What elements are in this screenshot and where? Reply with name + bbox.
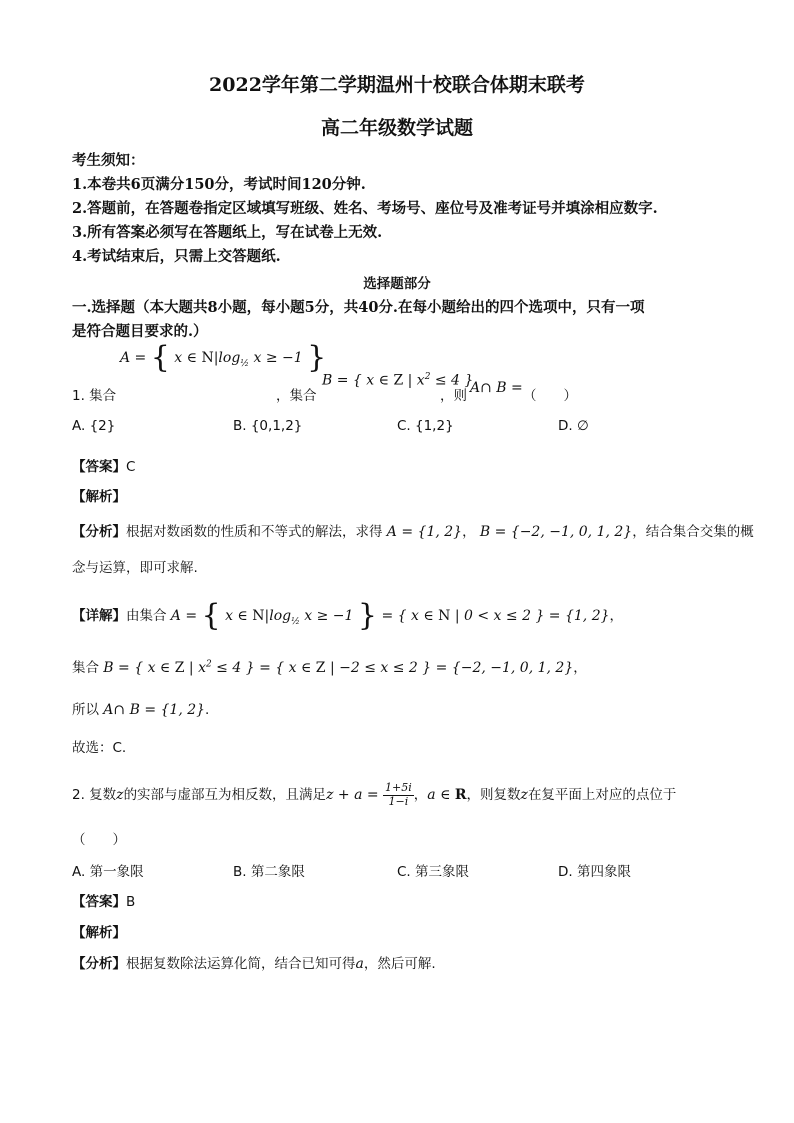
q1-detail-expr2: B = { x ∈ Z | $x^2 \le 4$ } = { x ∈ Z | −2 ≤ x ≤ 2 } = {−2, −1, 0, 1, 2} xyxy=(103,659,574,676)
detail-tag: 【详解】 xyxy=(72,608,126,624)
q1-fenxi-text: 根据对数函数的性质和不等式的解法，求得 xyxy=(126,524,383,540)
q2-option-b: B. 第二象限 xyxy=(233,864,305,880)
q2-equation: z + a = $\frac{1+5i}{1-i}$ xyxy=(326,781,412,808)
q2-fenxi-var: a xyxy=(355,956,364,972)
q1-answer-line xyxy=(72,455,135,475)
q1-fenxi-set-a: A = {1, 2} xyxy=(386,524,463,540)
q1-mid: ，集合 xyxy=(276,388,317,404)
notice-item-3: 3.所有答案必须写在答题纸上，写在试卷上无效. xyxy=(72,224,383,241)
q1-fenxi-line2: 念与运算，即可求解. xyxy=(72,560,198,576)
notice-item-4: 4.考试结束后，只需上交答题纸. xyxy=(72,248,281,265)
q1-prefix: 1. 集合 xyxy=(72,388,117,404)
answer-tag: 【答案】 xyxy=(72,894,126,910)
notice-heading: 考生须知： xyxy=(72,152,145,169)
section-intro-line1: 一.选择题（本大题共8小题，每小题5分，共40分.在每小题给出的四个选项中，只有一项 xyxy=(72,299,645,316)
notice-item-2: 2.答题前，在答题卷指定区域填写班级、姓名、考场号、座位号及准考证号并填涂相应数字. xyxy=(72,200,658,217)
q2-a-real: a ∈ R xyxy=(427,787,467,804)
q2-text1: 的实部与虚部互为相反数，且满足 xyxy=(123,787,327,804)
q1-paren: （ ） xyxy=(523,388,577,404)
q2-option-c: C. 第三象限 xyxy=(397,864,470,880)
q1-option-a: A. {2} xyxy=(72,418,116,434)
q2-fenxi-end: ，然后可解. xyxy=(363,956,436,972)
q2-paren: （ ） xyxy=(72,832,126,848)
q2-answer: B xyxy=(126,894,136,910)
q1-set-a: A = { x ∈ $N|\log_{\frac{1}{2}}$ x ≥ −1 } xyxy=(120,340,327,375)
q1-detail-text: 由集合 xyxy=(126,608,167,624)
q2-fenxi-text: 根据复数除法运算化简，结合已知可得 xyxy=(126,956,356,972)
section-title: 选择题部分 xyxy=(363,276,431,292)
section-intro-line2: 是符合题目要求的.） xyxy=(72,323,208,340)
q1-detail-expr3: A∩ B = {1, 2} xyxy=(103,702,206,718)
q2-text3: ，则复数 xyxy=(466,787,521,804)
q1-line3-prefix: 所以 xyxy=(72,702,99,718)
q1-option-b: B. {0,1,2} xyxy=(233,418,303,434)
q1-analysis-tag: 【解析】 xyxy=(72,489,126,505)
q1-fenxi-set-b: B = {−2, −1, 0, 1, 2} xyxy=(479,524,633,540)
q1-fenxi-text2: ，结合集合交集的概 xyxy=(632,524,754,540)
q2-text4: 在复平面上对应的点位于 xyxy=(527,787,677,804)
fenxi-tag: 【分析】 xyxy=(72,524,126,540)
q2-text2: ， xyxy=(413,787,428,804)
q2-answer-line xyxy=(72,890,135,910)
notice-item-1: 1.本卷共6页满分150分，考试时间120分钟. xyxy=(72,176,366,193)
q1-detail-line3: 所以 A∩ B = {1, 2}. xyxy=(72,702,210,718)
q2-fenxi-line xyxy=(72,952,436,972)
q2-statement xyxy=(72,782,676,808)
q1-suffix: ，则 xyxy=(440,388,467,404)
q2-var-z: z xyxy=(116,787,124,804)
q2-prefix: 2. 复数 xyxy=(72,787,117,804)
q1-option-c: C. {1,2} xyxy=(397,418,454,434)
q1-detail-expr1: A = { x ∈ $N|\log_{\frac{1}{2}}$ x ≥ −1 } = { x ∈ N | 0 < x ≤ 2 } = {1, 2} xyxy=(170,598,610,633)
q1-conclusion: 故选：C. xyxy=(72,740,127,756)
q1-detail-line1: 【详解】由集合 A = { x ∈ $N|\log_{\frac{1}{2}}$ x ≥ −1 } = { x ∈ N | 0 < x ≤ 2 } = {1, 2}， xyxy=(72,598,624,633)
answer-tag: 【答案】 xyxy=(72,459,126,475)
q2-option-a: A. 第一象限 xyxy=(72,864,144,880)
q1-answer: C xyxy=(126,459,136,475)
q2-var-z-2: z xyxy=(520,787,528,804)
q2-option-d: D. 第四象限 xyxy=(558,864,631,880)
q1-set-b: B = { x ∈ Z | $x^2 \le 4$ } xyxy=(322,372,474,389)
q2-analysis-tag: 【解析】 xyxy=(72,925,126,941)
q1-fenxi-line1: 【分析】根据对数函数的性质和不等式的解法，求得 A = {1, 2}， B = {−2, −1, 0, 1, 2}，结合集合交集的概 xyxy=(72,524,754,540)
q1-detail-line2: 集合 B = { x ∈ Z | $x^2 \le 4$ } = { x ∈ Z | −2 ≤ x ≤ 2 } = {−2, −1, 0, 1, 2}， xyxy=(72,659,587,676)
exam-subtitle: 高二年级数学试题 xyxy=(320,117,473,139)
q1-intersection: A∩ B = xyxy=(470,380,523,396)
q1-line2-prefix: 集合 xyxy=(72,660,99,676)
q1-option-d: D. ∅ xyxy=(558,418,589,434)
exam-title: 2022学年第二学期温州十校联合体期末联考 xyxy=(209,74,585,96)
fenxi-tag: 【分析】 xyxy=(72,956,126,972)
